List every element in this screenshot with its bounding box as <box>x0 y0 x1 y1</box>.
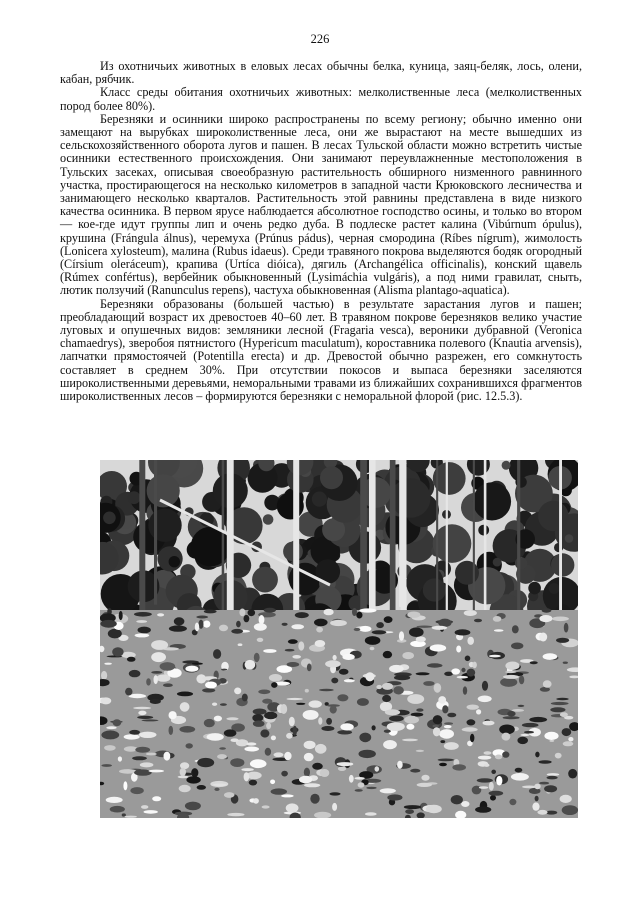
page-number: 226 <box>310 32 330 46</box>
forest-photo <box>100 460 578 818</box>
paragraph-birch-forests: Березняки образованы (большей частью) в результате зарастания лугов и пашен; преобладающий возраст их древостоев 40–60 лет. В травяном покрове березняков велико участие луговых и опушечных видов: земляники лесной (Fragaria vesca), вероники дубравной (Veronica chamaedrys), зверобоя пятнистого (Hypericum maculatum), короставника полевого (Knautia arvensis), лапчатки прямостоячей (Potentilla erecta) и др. Древостой обычно разрежен, его сомкнутость составляет в среднем 30%. При отсутствии покосов и выпаса березняки заселяются широколиственными деревьями, неморальными травами из ближайших сохранившихся фрагментов широколиственных лесов – формируются березняки с неморальной флорой (рис. 12.5.3). <box>60 296 582 404</box>
paragraph-birch-aspen: Березняки и осинники широко распространены по всему региону; обычно именно они замещают на вырубках широколиственные леса, они же вырастают на месте вышедших из сельскохозяйственного оборота лугов и пашен. В лесах Тульской области можно встретить чистые осинники естественного происхождения. Они занимают переувлажненные местоположения в Тульских засеках, описывая своеобразную растительность обширного низменного равнинного участка, простирающегося на несколько километров в западной части Крюковского лесничества и занимающего несколько кварталов. Растительность этой равнины представлена в виде низкого качества осинника. В первом ярусе наблюдается абсолютное господство осины, и только во втором — кое-где идут группы лип и очень редко дуба. В подлеске растет калина (Vibúrnum ópulus), крушина (Frángula álnus), черемуха (Prúnus pádus), черная смородина (Ríbes nígrum), жимолость (Lonicera xylosteum), малина (Rubus idaeus). Среди травяного покрова выделяются бодяк огородный (Círsium oleráceum), крапива (Urtíca dióica), дягиль (Archangélica officinalis), конский щавель (Rúmex confértus), вербейник обыкновенный (Lysimáchia vulgáris), а под ними гравилат, сныть, лютик ползучий (Ranunculus repens), частуха обыкновенная (Alisma plantago-aquatica). <box>60 111 582 298</box>
forest-photo-icon <box>100 460 578 818</box>
paragraph-habitat-class: Класс среды обитания охотничьих животных: мелколиственные леса (мелколиственных пород более 80%). <box>60 85 582 113</box>
text-body <box>60 60 582 403</box>
paragraph-game-animals: Из охотничьих животных в еловых лесах обычны белка, куница, заяц-беляк, лось, олени, кабан, рябчик. <box>60 59 582 87</box>
